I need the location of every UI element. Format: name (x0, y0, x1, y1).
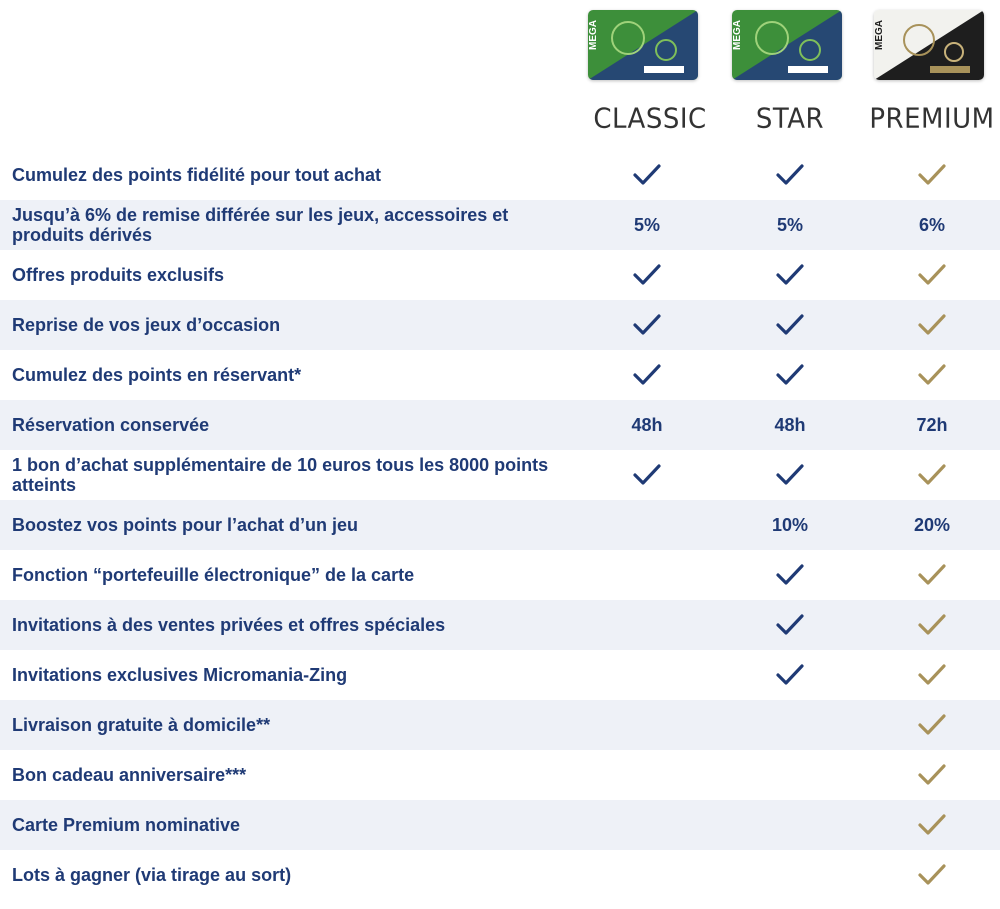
table-row (0, 850, 1000, 900)
star-check-icon (720, 600, 860, 650)
feature-label: Offres produits exclusifs (12, 265, 225, 285)
classic-check-icon (577, 450, 717, 500)
star-check-icon (720, 550, 860, 600)
classic-value (577, 800, 717, 850)
table-row (0, 550, 1000, 600)
star-check-icon (720, 150, 860, 200)
table-row (0, 450, 1000, 500)
star-value: 48h (774, 414, 806, 435)
star-check-icon (720, 300, 860, 350)
premium-check-icon (862, 700, 1000, 750)
premium-check-icon (862, 150, 1000, 200)
feature-label: Reprise de vos jeux d’occasion (12, 315, 281, 335)
classic-check-icon (577, 150, 717, 200)
table-row (0, 350, 1000, 400)
table-row (0, 150, 1000, 200)
premium-check-icon (862, 850, 1000, 900)
star-check-icon (720, 350, 860, 400)
table-row (0, 600, 1000, 650)
premium-value: 20% (913, 514, 951, 535)
feature-label: Bon cadeau anniversaire*** (12, 765, 247, 785)
star-value: 10% (771, 514, 809, 535)
feature-label: Réservation conservée (12, 415, 210, 435)
premium-check-icon (862, 250, 1000, 300)
star-check-icon (720, 650, 860, 700)
classic-value (577, 700, 717, 750)
feature-label: Lots à gagner (via tirage au sort) (12, 865, 292, 885)
feature-label: Boostez vos points pour l’achat d’un jeu (12, 515, 359, 535)
premium-check-icon (862, 800, 1000, 850)
table-row (0, 500, 1000, 550)
classic-value (577, 850, 717, 900)
table-row (0, 800, 1000, 850)
svg-text:MEGA: MEGA (874, 20, 885, 50)
comparison-table (0, 150, 1000, 900)
star-value (720, 700, 860, 750)
classic-check-icon (577, 350, 717, 400)
feature-label: Cumulez des points fidélité pour tout achat (12, 165, 382, 185)
classic-check-icon (577, 250, 717, 300)
feature-label: Carte Premium nominative (12, 815, 241, 835)
star-value: 5% (776, 214, 803, 235)
star-value (720, 750, 860, 800)
feature-label: 1 bon d’achat supplémentaire de 10 euros tous les 8000 points atteints (12, 455, 549, 495)
table-row (0, 650, 1000, 700)
star-card-image (732, 10, 842, 80)
star-value (720, 800, 860, 850)
premium-check-icon (862, 550, 1000, 600)
classic-value (577, 550, 717, 600)
premium-check-icon (862, 450, 1000, 500)
star-check-icon (720, 250, 860, 300)
tier-star-label: STAR (755, 103, 825, 135)
table-row (0, 250, 1000, 300)
table-row (0, 200, 1000, 250)
premium-check-icon (862, 600, 1000, 650)
classic-value (577, 500, 717, 550)
table-row (0, 700, 1000, 750)
classic-value: 48h (631, 414, 663, 435)
premium-check-icon (862, 750, 1000, 800)
classic-check-icon (577, 300, 717, 350)
premium-value: 6% (918, 214, 945, 235)
feature-label: Livraison gratuite à domicile** (12, 715, 271, 735)
table-row (0, 400, 1000, 450)
feature-label: Invitations exclusives Micromania-Zing (12, 665, 348, 685)
table-row (0, 300, 1000, 350)
premium-card-image (874, 10, 984, 80)
classic-value (577, 650, 717, 700)
premium-value: 72h (916, 414, 948, 435)
svg-text:MEGA: MEGA (732, 20, 743, 50)
premium-check-icon (862, 300, 1000, 350)
premium-check-icon (862, 350, 1000, 400)
star-value (720, 850, 860, 900)
premium-check-icon (862, 650, 1000, 700)
star-check-icon (720, 450, 860, 500)
feature-label: Jusqu’à 6% de remise différée sur les jeux, accessoires et produits dérivés (12, 205, 509, 245)
classic-value (577, 750, 717, 800)
feature-label: Cumulez des points en réservant* (12, 365, 302, 385)
classic-value: 5% (633, 214, 660, 235)
tier-premium-label: PREMIUM (869, 103, 995, 135)
feature-label: Invitations à des ventes privées et offres spéciales (12, 615, 446, 635)
classic-value (577, 600, 717, 650)
tier-classic-label: CLASSIC (593, 103, 707, 135)
card-header (0, 0, 1000, 150)
svg-text:MEGA: MEGA (588, 20, 599, 50)
table-row (0, 750, 1000, 800)
feature-label: Fonction “portefeuille électronique” de la carte (12, 565, 415, 585)
classic-card-image (588, 10, 698, 80)
